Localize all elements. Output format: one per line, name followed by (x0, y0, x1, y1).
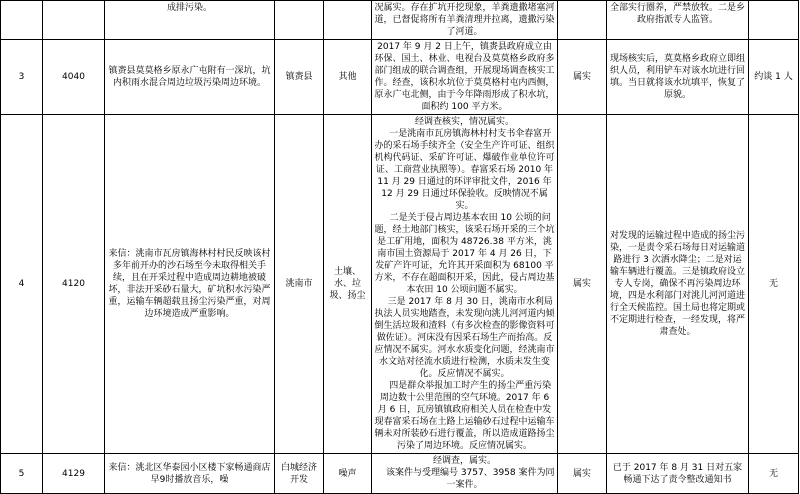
code-cell: 4120 (43, 115, 105, 454)
content-cell: 成排污染。 (105, 1, 275, 40)
seq-cell: 5 (1, 454, 43, 494)
content-cell: 来信：洮北区华泰园小区楼下家畅通商店早9时播放音乐，噪 (105, 454, 275, 494)
accountability-cell: 约谈 1 人 (749, 40, 799, 115)
process-cell: 经调查，属实。 该案件与受理编号 3757、3958 案件为同一案件。 (372, 454, 558, 494)
content-cell: 来信：洮南市瓦房镇海林村村民反映该村多年前开办的沙石场至今未取得相关手续，且在开采过程中造成周边耕地被破坏，非法开采砂石量大，矿坑积水污染严重，运输车辆超载且扬尘污染严重，对周边环境造成严重影响。 (105, 115, 275, 454)
code-cell: 4129 (43, 454, 105, 494)
type-cell: 其他 (324, 40, 372, 115)
accountability-cell (749, 1, 799, 40)
result-cell: 属实 (558, 40, 607, 115)
process-cell: 2017 年 9 月 2 日上午，镇赉县政府成立由环保、国土、林业、电视台及莫莫格乡政府多部门组成的联合调查组，开展现场调查核实工作。经查，该积水坑位于莫莫格村屯内西侧，原永广屯北侧，由于今年降雨形成了积水坑，面积约 100 平方米。 (372, 40, 558, 115)
type-cell: 噪声 (324, 454, 372, 494)
code-cell: 4040 (43, 40, 105, 115)
rectification-cell: 现场核实后，莫莫格乡政府立即组织人员，利用铲车对该水坑进行回填。当日就将该水坑填平，恢复了原貌。 (607, 40, 749, 115)
rectification-cell: 对发现的运输过程中造成的扬尘污染，一是责令采石场每日对运输道路进行 3 次洒水降尘；二是对运输车辆进行覆盖。三是镇政府设立专人专岗，确保不再污染周边环境，四是水利部门对洮儿河河道进行全天候监控。国土局也将定期或不定期进行检查，一经发现，将严肃查处。 (607, 115, 749, 454)
district-cell: 镇赉县 (275, 40, 324, 115)
district-cell: 白城经济开发 (275, 454, 324, 494)
table-row (1, 454, 799, 494)
accountability-cell: 无 (749, 115, 799, 454)
table-row (1, 1, 799, 40)
district-cell: 洮南市 (275, 115, 324, 454)
process-cell: 经调查核实，情况属实。 一是洮南市瓦房镇海林村村支书伞春富开办的采石场手续齐全（安全生产许可证、组织机构代码证、采矿许可证、爆破作业单位许可证、工商营业执照等）。春富采石场 2010 年 11 月 29 日通过的环评审批文件，2016 年 12 月 29 日通过环保验收。反映情况不属实。 二是关于侵占周边基本农田 10 公顷的问题，经土地部门核实，该采石场开采的三个坑是工矿用地，面积为 48726.38 平方米，洮南市国土资源局于 2017 年 4 月 26 日，下发矿产许可证，允许其开采面积为 68100 平方米，不存在超面积开采，因此，侵占周边基本农田 10 公顷问题不属实。 三是 2017 年 8 月 30 日，洮南市水利局执法人员实地踏查，未发现向洮儿河河道内倾倒生活垃圾和渣料（有多次检查的影像资料可做佐证）。河床没有因采石场生产而抬高。反应情况不属实。河水水质变化问题，经洮南市水文站对径流水质进行检测，水质未发生变化。反应情况不属实。 四是群众举报加工时产生的扬尘严重污染周边数十公里范围的空气环境。2017 年 6 月 6 日，瓦房镇镇政府相关人员在检查中发现春富采石场在土路上运输砂石过程中运输车辆未对所装砂石进行覆盖，所以造成道路扬尘污染了周边环境。反应情况属实。 (372, 115, 558, 454)
rectification-cell: 已于 2017 年 8 月 31 日对五家畅通下达了责令整改通知书 (607, 454, 749, 494)
result-cell: 属实 (558, 115, 607, 454)
seq-cell (1, 1, 43, 40)
seq-cell: 3 (1, 40, 43, 115)
table-row (1, 40, 799, 115)
type-cell (324, 1, 372, 40)
process-cell: 况属实。存在扩坑开挖现象，羊粪遗撒堵塞河道，已督促将所有羊粪清理并拉离，遗撒污染了河道。 (372, 1, 558, 40)
seq-cell: 4 (1, 115, 43, 454)
accountability-cell: 无 (749, 454, 799, 494)
content-cell: 镇赉县莫莫格乡原永广屯附有一深坑，坑内积雨水混合周边垃圾污染周边环境。 (105, 40, 275, 115)
rectification-cell: 全部实行圈养，严禁放牧。二是乡政府指派专人监管。 (607, 1, 749, 40)
type-cell: 土壤、水、垃圾、扬尘 (324, 115, 372, 454)
district-cell (275, 1, 324, 40)
result-cell: 属实 (558, 454, 607, 494)
result-cell (558, 1, 607, 40)
table-row (1, 115, 799, 454)
code-cell (43, 1, 105, 40)
